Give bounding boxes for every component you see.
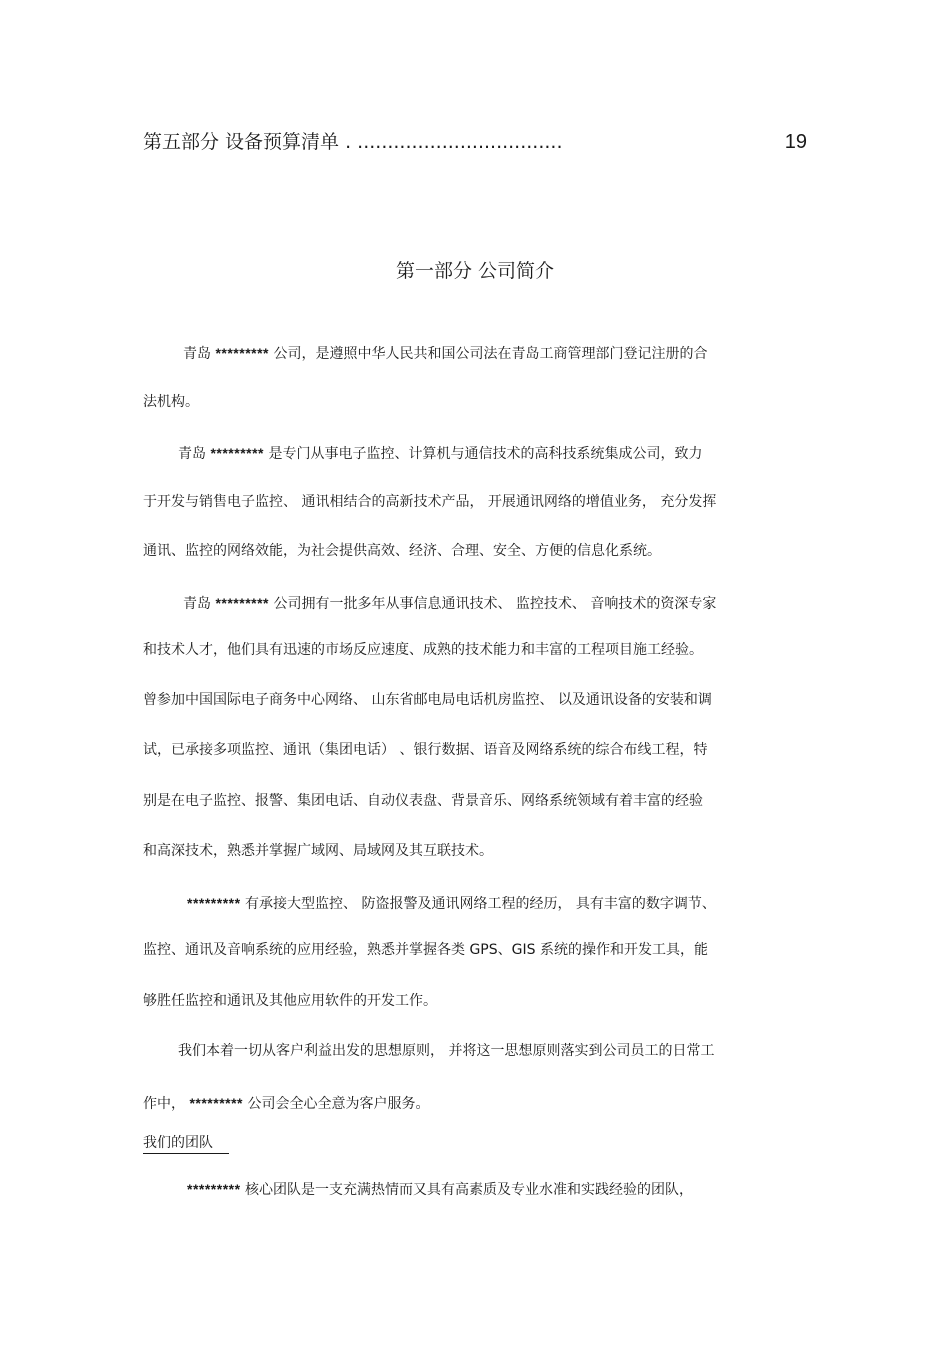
masked-company-name: *********: [215, 345, 269, 361]
paragraph-line: [143, 541, 661, 561]
paragraph-line: [143, 791, 703, 811]
paragraph-line: [178, 1041, 714, 1061]
line-text: 够胜任监控和通讯及其他应用软件的开发工作。: [143, 993, 437, 1009]
team-section-heading: 我们的团队: [143, 1133, 229, 1154]
line-text: 和技术人才，他们具有迅速的市场反应速度、成熟的技术能力和丰富的工程项目施工经验。: [143, 642, 703, 658]
toc-entry-title: 第五部分 设备预算清单 . ..................................: [143, 131, 563, 153]
paragraph-line: [143, 740, 707, 760]
line-text: 通讯、监控的网络效能，为社会提供高效、经济、合理、安全、方便的信息化系统。: [143, 543, 661, 559]
line-text: 于开发与销售电子监控、 通讯相结合的高新技术产品， 开展通讯网络的增值业务， 充分发挥: [143, 494, 717, 510]
line-text: 曾参加中国国际电子商务中心网络、 山东省邮电局电话机房监控、 以及通讯设备的安装和调: [143, 692, 712, 708]
paragraph-line: [143, 991, 437, 1011]
paragraph-line: [187, 893, 716, 914]
toc-entry-page-number: 19: [784, 131, 807, 153]
masked-company-name: *********: [189, 1095, 243, 1111]
line-text: 核心团队是一支充满热情而又具有高素质及专业水准和实践经验的团队，: [240, 1182, 693, 1198]
line-text: 我们本着一切从客户利益出发的思想原则， 并将这一思想原则落实到公司员工的日常工: [178, 1043, 715, 1059]
line-text: 法机构。: [143, 394, 199, 410]
paragraph-line: [183, 593, 716, 614]
line-text: 公司会全心全意为客户服务。: [243, 1096, 430, 1112]
paragraph-line: [143, 841, 493, 861]
paragraph-line: [183, 343, 707, 364]
paragraph-line: [143, 940, 708, 960]
paragraph-line: [143, 690, 712, 710]
line-text: 监控、通讯及音响系统的应用经验，熟悉并掌握各类 GPS、GIS 系统的操作和开发工具，能: [143, 942, 708, 958]
line-text: 公司，是遵照中华人民共和国公司法在青岛工商管理部门登记注册的合: [269, 346, 708, 362]
line-prefix: 青岛: [183, 596, 216, 612]
masked-company-name: *********: [187, 895, 241, 911]
line-prefix: 青岛: [178, 446, 211, 462]
paragraph-line: [143, 640, 703, 660]
paragraph-line: [178, 443, 702, 464]
paragraph-line: [187, 1179, 693, 1200]
line-text: 别是在电子监控、报警、集团电话、自动仪表盘、背景音乐、网络系统领域有着丰富的经验: [143, 793, 703, 809]
line-text: 公司拥有一批多年从事信息通讯技术、 监控技术、 音响技术的资深专家: [269, 596, 717, 612]
masked-company-name: *********: [210, 445, 264, 461]
line-prefix: 作中，: [143, 1096, 190, 1112]
masked-company-name: *********: [187, 1181, 241, 1197]
line-text: 有承接大型监控、 防盗报警及通讯网络工程的经历， 具有丰富的数字调节、: [240, 896, 716, 912]
line-text: 试，已承接多项监控、通讯（集团电话） 、银行数据、语音及网络系统的综合布线工程，特: [143, 742, 708, 758]
section-heading: 第一部分 公司简介: [395, 260, 555, 282]
line-text: 是专门从事电子监控、计算机与通信技术的高科技系统集成公司，致力: [264, 446, 703, 462]
paragraph-line: [143, 1093, 429, 1114]
paragraph-line: [143, 492, 716, 512]
paragraph-line: [143, 392, 199, 412]
toc-entry[interactable]: [143, 128, 807, 156]
masked-company-name: *********: [215, 595, 269, 611]
line-text: 和高深技术，熟悉并掌握广域网、局域网及其互联技术。: [143, 843, 493, 859]
line-prefix: 青岛: [183, 346, 216, 362]
